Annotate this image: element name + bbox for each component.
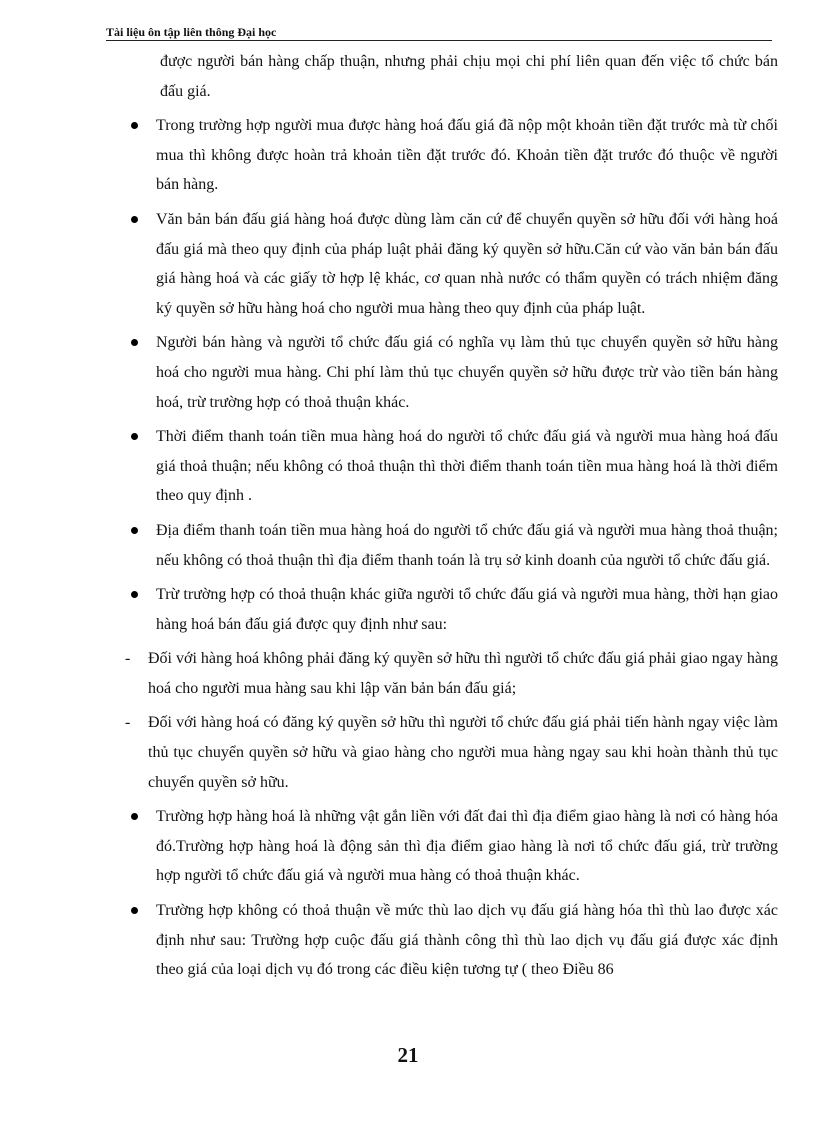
list-item-text: Người bán hàng và người tổ chức đấu giá có nghĩa vụ làm thủ tục chuyển quyền sở hữu hàng hoá cho người mua hàng. Chi phí làm thủ tục chuyển quyền sở hữu được trừ vào tiền bán hàng hoá, trừ trường hợp có thoả thuận khác. <box>156 334 778 411</box>
dash-item-text: Đối với hàng hoá có đăng ký quyền sở hữu thì người tổ chức đấu giá phải tiến hành ngay việc làm thủ tục chuyển quyền sở hữu và giao hàng cho người mua hàng ngay sau khi hoàn thành thủ tục chuyển quyền sở hữu. <box>148 714 778 791</box>
bullet-icon <box>131 433 138 440</box>
list-item <box>156 896 778 985</box>
list-item-text: Trừ trường hợp có thoả thuận khác giữa người tổ chức đấu giá và người mua hàng, thời hạn giao hàng hoá bán đấu giá được quy định như sau: <box>156 586 778 633</box>
list-item <box>156 328 778 417</box>
list-item-text: Địa điểm thanh toán tiền mua hàng hoá do người tổ chức đấu giá và người mua hàng thoả thuận; nếu không có thoả thuận thì địa điểm thanh toán là trụ sở kinh doanh của người tổ chức đấu giá. <box>156 521 778 569</box>
list-item <box>156 205 778 323</box>
bullet-icon <box>131 813 138 820</box>
list-item-text: Trong trường hợp người mua được hàng hoá đấu giá đã nộp một khoản tiền đặt trước mà từ chối mua thì không được hoàn trả khoản tiền đặt trước đó. Khoản tiền đặt trước đó thuộc về người bán hàng. <box>156 117 778 194</box>
dash-icon: - <box>125 650 131 668</box>
list-item-text: Trường hợp hàng hoá là những vật gắn liền với đất đai thì địa điểm giao hàng là nơi có hàng hóa đó.Trường hợp hàng hoá là động sản thì địa điểm giao hàng là nơi tổ chức đấu giá, trừ trường hợp người tổ chức đấu giá và người mua hàng có thoả thuận khác. <box>156 808 778 885</box>
list-item <box>156 422 778 511</box>
dash-list-item <box>125 644 778 703</box>
bullet-icon <box>131 527 138 534</box>
bullet-icon <box>131 122 138 129</box>
continuation-paragraph: được người bán hàng chấp thuận, nhưng phải chịu mọi chi phí liên quan đến việc tổ chức bán đấu giá. <box>160 53 778 100</box>
dash-list-item <box>125 708 778 797</box>
bullet-icon <box>131 907 138 914</box>
list-item <box>156 111 778 200</box>
page-header <box>106 25 772 41</box>
bullet-icon <box>131 339 138 346</box>
page-body <box>0 47 816 990</box>
list-item <box>156 802 778 891</box>
dash-item-text: Đối với hàng hoá không phải đăng ký quyền sở hữu thì người tổ chức đấu giá phải giao ngay hàng hoá cho người mua hàng sau khi lập văn bản bán đấu giá; <box>148 650 778 697</box>
list-item-text: Thời điểm thanh toán tiền mua hàng hoá do người tổ chức đấu giá và người mua hàng hoá đấu giá thoả thuận; nếu không có thoả thuận thì thời điểm thanh toán tiền mua hàng hoá là thời điểm theo quy định . <box>156 428 778 505</box>
list-item-text: Văn bản bán đấu giá hàng hoá được dùng làm căn cứ để chuyển quyền sở hữu đối với hàng hoá đấu giá mà theo quy định của pháp luật phải đăng ký quyền sở hữu.Căn cứ vào văn bản bán đấu giá hàng hoá và các giấy tờ hợp lệ khác, cơ quan nhà nước có thẩm quyền có trách nhiệm đăng ký quyền sở hữu hàng hoá cho người mua hàng theo quy định của pháp luật. <box>156 210 778 317</box>
list-item-text: Trường hợp không có thoả thuận về mức thù lao dịch vụ đấu giá hàng hóa thì thù lao được xác định như sau: Trường hợp cuộc đấu giá thành công thì thù lao dịch vụ đấu giá được xác định theo giá của loại dịch vụ đó trong các điều kiện tương tự ( theo Điều 86 <box>156 902 778 979</box>
dash-icon: - <box>125 714 131 732</box>
bullet-icon <box>131 216 138 223</box>
bullet-icon <box>131 591 138 598</box>
header-title: Tài liệu ôn tập liên thông Đại học <box>106 25 277 39</box>
list-item <box>156 516 778 575</box>
page-number: 21 <box>397 1043 419 1067</box>
list-item <box>156 580 778 639</box>
